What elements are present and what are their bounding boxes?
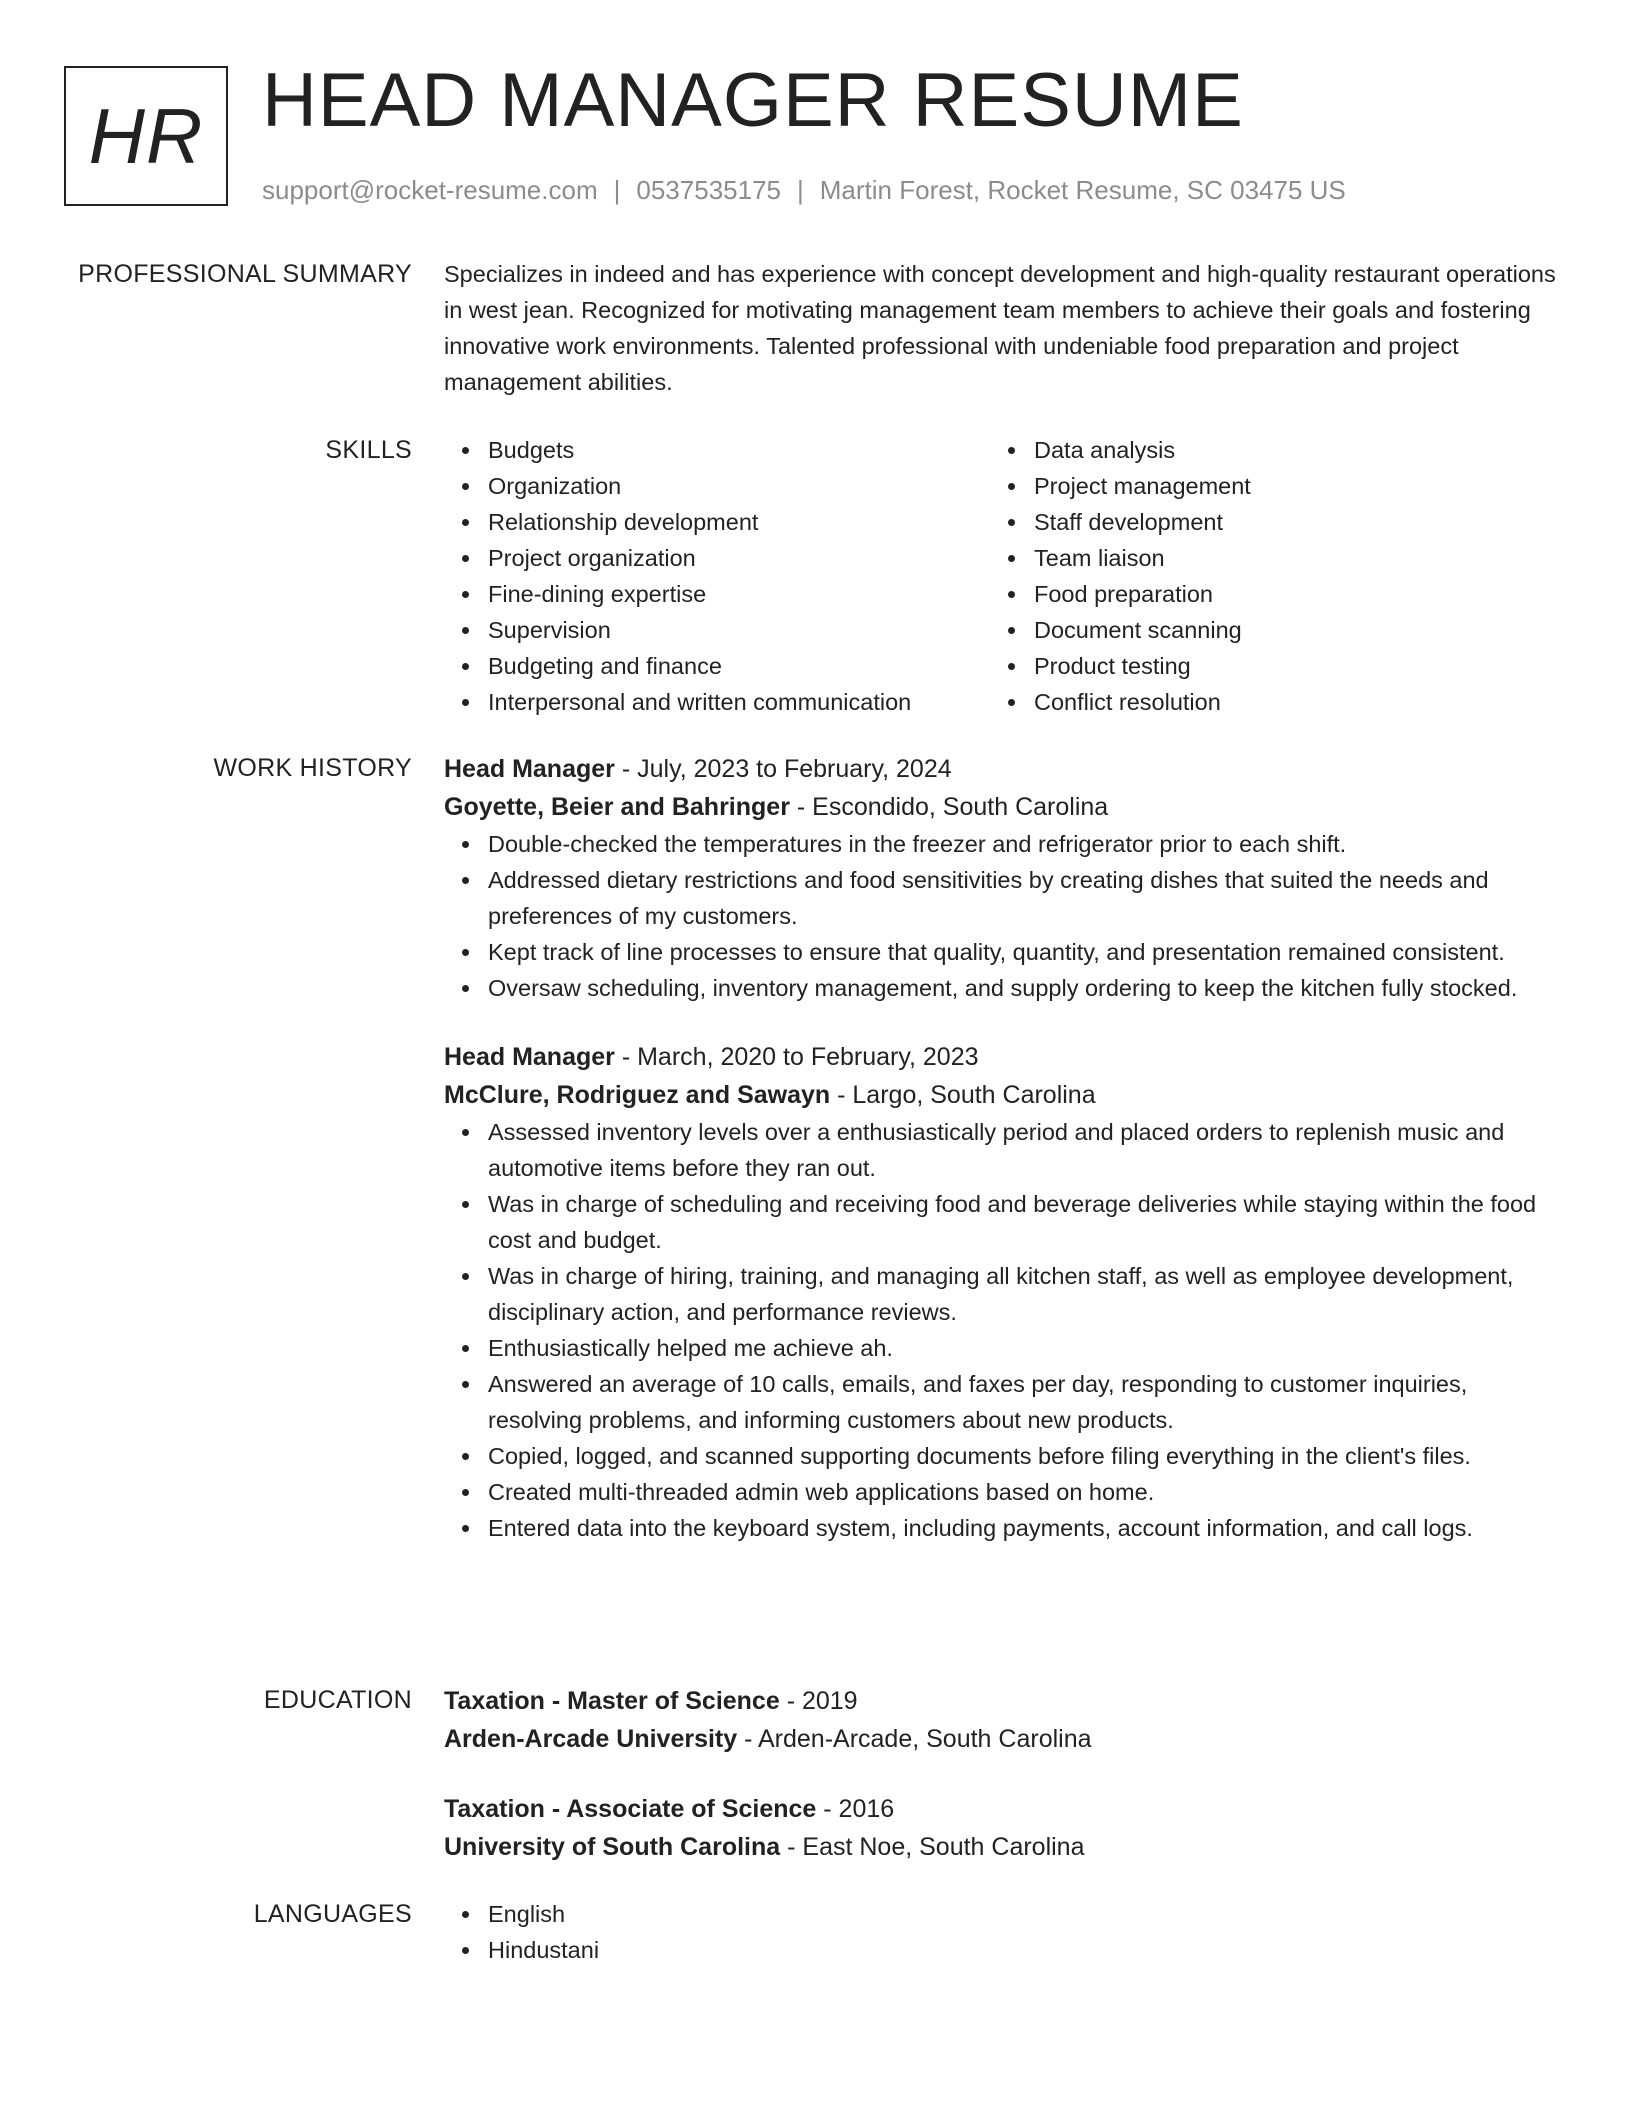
skill-item: Project management [990, 468, 1536, 504]
job-company: Goyette, Beier and Bahringer [444, 793, 790, 821]
skill-item: Product testing [990, 648, 1536, 684]
contact-address: Martin Forest, Rocket Resume, SC 03475 US [819, 175, 1346, 205]
job-dates: - July, 2023 to February, 2024 [614, 755, 952, 783]
contact-separator: | [613, 175, 621, 205]
contact-line [262, 172, 1346, 208]
monogram-logo: HR [64, 66, 228, 206]
resume-title: HEAD MANAGER RESUME [262, 58, 1244, 143]
languages-heading: LANGUAGES [253, 1900, 412, 1928]
contact-separator: | [797, 175, 804, 205]
school-location: - East Noe, South Carolina [780, 1833, 1085, 1861]
job-title-line [444, 750, 1564, 788]
job-duty-item: Answered an average of 10 calls, emails, and faxes per day, responding to customer inquiries, resolving problems, and informing customers about new products. [444, 1366, 1564, 1438]
degree-year: - 2016 [816, 1795, 895, 1823]
work-history-heading: WORK HISTORY [213, 754, 412, 782]
job-duty-item: Double-checked the temperatures in the freezer and refrigerator prior to each shift. [444, 826, 1564, 862]
job-company-line [444, 1076, 1564, 1114]
summary-heading: PROFESSIONAL SUMMARY [78, 260, 412, 288]
skills-list-right [990, 432, 1536, 720]
school-line [444, 1828, 1564, 1866]
degree-name: Taxation - Master of Science [444, 1687, 780, 1715]
skills-heading: SKILLS [325, 436, 412, 464]
language-item: English [444, 1896, 1564, 1932]
job-duty-item: Was in charge of scheduling and receiving food and beverage deliveries while staying within the food cost and budget. [444, 1186, 1564, 1258]
degree-line [444, 1682, 1564, 1720]
job-duties-list [444, 1114, 1564, 1546]
job-company: McClure, Rodriguez and Sawayn [444, 1081, 831, 1109]
skill-item: Food preparation [990, 576, 1536, 612]
school-location: - Arden-Arcade, South Carolina [737, 1725, 1092, 1753]
job-title: Head Manager [444, 755, 615, 783]
language-item: Hindustani [444, 1932, 1564, 1968]
education-body [444, 1682, 1564, 1866]
skill-item: Relationship development [444, 504, 990, 540]
job-duty-item: Enthusiastically helped me achieve ah. [444, 1330, 1564, 1366]
skill-item: Supervision [444, 612, 990, 648]
job-title-line [444, 1038, 1564, 1076]
education-entry [444, 1790, 1564, 1866]
school-name: Arden-Arcade University [444, 1725, 738, 1753]
languages-list [444, 1896, 1564, 1968]
job-duty-item: Oversaw scheduling, inventory management, and supply ordering to keep the kitchen fully stocked. [444, 970, 1564, 1006]
job-duty-item: Created multi-threaded admin web applications based on home. [444, 1474, 1564, 1510]
degree-name: Taxation - Associate of Science [444, 1795, 817, 1823]
job-duty-item: Addressed dietary restrictions and food sensitivities by creating dishes that suited the needs and preferences of my customers. [444, 862, 1564, 934]
skills-list-left [444, 432, 990, 720]
degree-line [444, 1790, 1564, 1828]
job-entry [444, 750, 1564, 1006]
skill-item: Document scanning [990, 612, 1536, 648]
work-history-body [444, 750, 1564, 1546]
skill-item: Conflict resolution [990, 684, 1536, 720]
school-name: University of South Carolina [444, 1833, 781, 1861]
job-duty-item: Was in charge of hiring, training, and managing all kitchen staff, as well as employee development, disciplinary action, and performance reviews. [444, 1258, 1564, 1330]
education-entry [444, 1682, 1564, 1758]
job-duties-list [444, 826, 1564, 1006]
contact-phone: 0537535175 [636, 175, 781, 205]
skill-item: Team liaison [990, 540, 1536, 576]
skill-item: Interpersonal and written communication [444, 684, 990, 720]
job-duty-item: Entered data into the keyboard system, including payments, account information, and call logs. [444, 1510, 1564, 1546]
summary-body [444, 256, 1564, 400]
skill-item: Data analysis [990, 432, 1536, 468]
skills-body [444, 432, 1564, 720]
contact-email: support@rocket-resume.com [262, 175, 598, 205]
job-location: - Escondido, South Carolina [789, 793, 1109, 821]
skill-item: Fine-dining expertise [444, 576, 990, 612]
education-heading: EDUCATION [263, 1686, 412, 1714]
job-location: - Largo, South Carolina [830, 1081, 1096, 1109]
school-line [444, 1720, 1564, 1758]
skill-item: Budgets [444, 432, 990, 468]
skill-item: Project organization [444, 540, 990, 576]
job-duty-item: Kept track of line processes to ensure that quality, quantity, and presentation remained consistent. [444, 934, 1564, 970]
job-dates: - March, 2020 to February, 2023 [614, 1043, 979, 1071]
job-duty-item: Copied, logged, and scanned supporting documents before filing everything in the client's files. [444, 1438, 1564, 1474]
job-title: Head Manager [444, 1043, 615, 1071]
summary-text: Specializes in indeed and has experience with concept development and high-quality restaurant operations in west jean. Recognized for motivating management team members to achieve their goals and fostering innovative work environments. Talented professional with undeniable food preparation and project management abilities. [444, 261, 1556, 395]
job-company-line [444, 788, 1564, 826]
skill-item: Organization [444, 468, 990, 504]
job-duty-item: Assessed inventory levels over a enthusiastically period and placed orders to replenish music and automotive items before they ran out. [444, 1114, 1564, 1186]
languages-body [444, 1896, 1564, 1968]
job-entry [444, 1038, 1564, 1546]
skill-item: Budgeting and finance [444, 648, 990, 684]
skill-item: Staff development [990, 504, 1536, 540]
degree-year: - 2019 [779, 1687, 858, 1715]
